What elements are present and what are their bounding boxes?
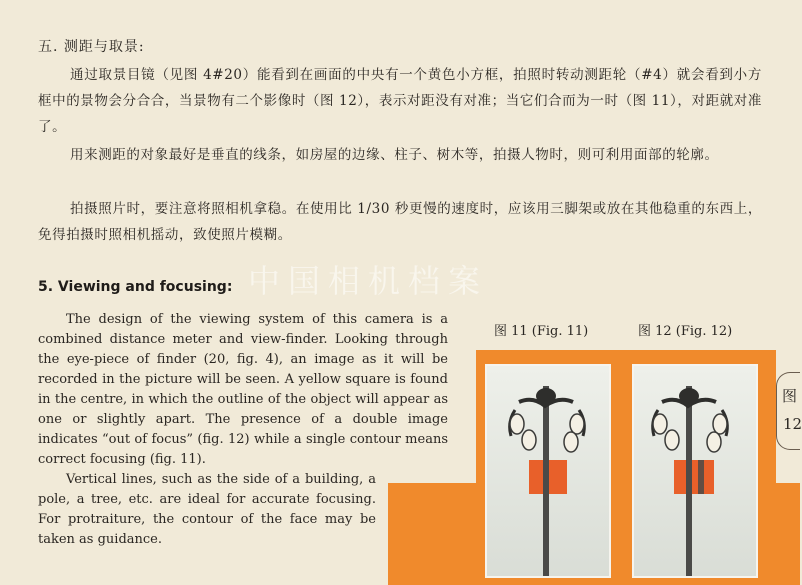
fig-12-photo bbox=[632, 364, 758, 578]
fig-11-caption: 图 11 (Fig. 11) bbox=[494, 324, 589, 339]
chinese-paragraph-1: 通过取景目镜（见图 4#20）能看到在画面的中央有一个黄色小方框，拍照时转动测距轮（#4）就会看到小方框中的景物会分合合，当景物有二个影像时（图 12），表示对距没有对准；当它们合而为一时（图 11），对距就对准了。 bbox=[38, 67, 762, 135]
chinese-paragraph-3: 拍摄照片时，要注意将照相机拿稳。在使用比 1/30 秒更慢的速度时，应该用三脚架或放在其他稳重的东西上，免得拍摄时照相机摇动，致使照片模糊。 bbox=[38, 201, 762, 243]
double-image-ghost bbox=[698, 460, 704, 494]
side-index-tab bbox=[776, 372, 800, 450]
english-paragraph-1: The design of the viewing system of this camera is a combined distance meter and view-finder. Looking through the eye-piece of finder (20, fig. 4), an image as it will be recorded in the picture will be seen. A yellow square is found in the centre, in which the outline of the object will appear as one or slightly apart. The presence of a double image indicates “out of focus” (fig. 12) while a single contour means correct focusing (fig. 11). bbox=[38, 312, 448, 467]
lamp-post-in-focus-illustration bbox=[487, 366, 609, 576]
fig-11-photo bbox=[485, 364, 611, 578]
fig-12-caption: 图 12 (Fig. 12) bbox=[638, 324, 733, 339]
focus-square bbox=[674, 460, 714, 494]
side-tab-label: 图 bbox=[782, 387, 798, 405]
watermark: 中国相机档案 bbox=[248, 262, 489, 300]
chinese-section-heading: 五. 测距与取景: bbox=[38, 39, 145, 55]
lamp-post-out-of-focus-illustration bbox=[634, 366, 756, 576]
english-paragraph-2: Vertical lines, such as the side of a building, a pole, a tree, etc. are ideal for accurate focusing. For protraiture, the contour of the face may be taken as guidance. bbox=[38, 472, 376, 547]
side-tab-page-number: 12 bbox=[783, 415, 802, 433]
chinese-paragraph-2: 用来测距的对象最好是垂直的线条，如房屋的边缘、柱子、树木等，拍摄人物时，则可利用面部的轮廓。 bbox=[70, 147, 719, 163]
english-section-heading: 5. Viewing and focusing: bbox=[38, 279, 233, 295]
